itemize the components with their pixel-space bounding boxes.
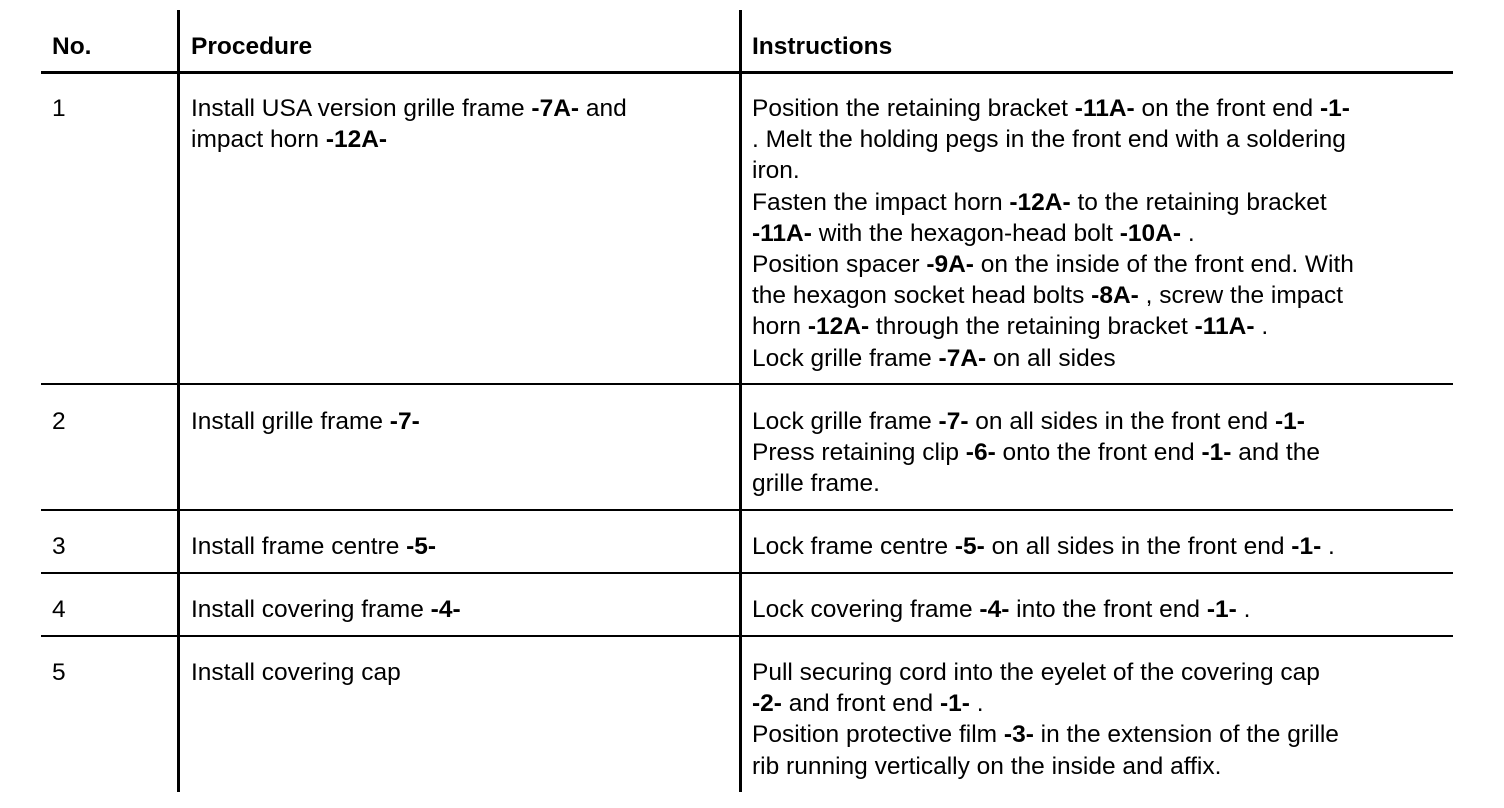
text-line bbox=[752, 93, 1452, 124]
part-reference: -11A- bbox=[752, 219, 812, 247]
text-line bbox=[191, 531, 721, 562]
part-reference: -7- bbox=[938, 408, 969, 435]
text-segment: Pull securing cord into the eyelet of the covering cap bbox=[752, 659, 1320, 686]
text-line bbox=[752, 249, 1452, 280]
part-reference: -12A- bbox=[325, 126, 388, 154]
text-segment: Lock grille frame bbox=[752, 344, 939, 372]
row-number: 4 bbox=[52, 596, 66, 623]
part-reference: -5- bbox=[406, 533, 437, 560]
text-line bbox=[752, 688, 1452, 719]
part-reference: -1- bbox=[1206, 596, 1237, 623]
text-segment: Install grille frame bbox=[191, 408, 390, 435]
text-segment: Lock frame centre bbox=[752, 533, 955, 560]
procedure-cell bbox=[191, 93, 721, 155]
part-reference: -1- bbox=[939, 690, 970, 718]
text-segment: on the front end bbox=[1134, 95, 1320, 122]
part-reference: -12A- bbox=[807, 313, 870, 341]
text-segment: to the retaining bracket bbox=[1070, 188, 1327, 216]
text-segment: horn bbox=[752, 313, 808, 341]
text-segment: . bbox=[1254, 313, 1269, 341]
text-line bbox=[191, 124, 721, 155]
text-segment: into the front end bbox=[1009, 596, 1207, 623]
text-segment: Position the retaining bracket bbox=[752, 95, 1075, 122]
row-rule bbox=[41, 509, 1453, 511]
text-segment: on all sides in the front end bbox=[968, 408, 1275, 435]
text-line bbox=[752, 657, 1452, 688]
text-segment: impact horn bbox=[191, 126, 326, 154]
part-reference: -9A- bbox=[926, 251, 974, 279]
text-segment: with the hexagon-head bolt bbox=[811, 219, 1120, 247]
column-divider-2 bbox=[739, 10, 742, 792]
text-segment: in the extension of the grille bbox=[1033, 721, 1339, 749]
procedure-cell bbox=[191, 531, 721, 562]
part-reference: -11A- bbox=[1194, 313, 1255, 341]
row-number: 1 bbox=[52, 95, 66, 122]
text-segment: . bbox=[1321, 533, 1335, 560]
part-reference: -5- bbox=[954, 533, 985, 560]
text-segment: on all sides bbox=[986, 344, 1116, 372]
part-reference: -7A- bbox=[938, 344, 987, 372]
text-line bbox=[752, 406, 1452, 437]
part-reference: -1- bbox=[1291, 533, 1322, 560]
procedure-cell bbox=[191, 594, 721, 625]
text-line bbox=[752, 343, 1452, 374]
text-line bbox=[191, 594, 721, 625]
text-line bbox=[752, 218, 1452, 249]
part-reference: -10A- bbox=[1119, 219, 1182, 247]
text-line bbox=[191, 657, 721, 688]
text-segment: and front end bbox=[781, 690, 940, 718]
instructions-cell bbox=[752, 406, 1452, 500]
procedure-cell bbox=[191, 657, 721, 688]
text-segment: Install covering frame bbox=[191, 596, 431, 623]
row-rule bbox=[41, 635, 1453, 637]
text-segment: . Melt the holding pegs in the front end with a soldering bbox=[752, 126, 1346, 154]
text-segment: Install frame centre bbox=[191, 533, 407, 560]
part-reference: -8A- bbox=[1091, 282, 1139, 310]
text-line bbox=[752, 155, 1452, 186]
part-reference: -6- bbox=[965, 439, 996, 467]
instructions-cell bbox=[752, 93, 1452, 374]
instructions-cell bbox=[752, 594, 1452, 625]
text-segment: and the bbox=[1231, 439, 1320, 467]
part-reference: -4- bbox=[430, 596, 461, 623]
text-segment: Position protective film bbox=[752, 721, 1004, 749]
text-segment: Lock grille frame bbox=[752, 408, 939, 435]
part-reference: -7A- bbox=[531, 95, 580, 122]
part-reference: -1- bbox=[1201, 439, 1232, 467]
header-procedure: Procedure bbox=[191, 33, 313, 60]
part-reference: -7- bbox=[389, 408, 420, 435]
text-line bbox=[191, 93, 721, 124]
header-instructions: Instructions bbox=[752, 33, 893, 60]
header-rule bbox=[41, 71, 1453, 74]
text-line bbox=[191, 406, 721, 437]
row-rule bbox=[41, 383, 1453, 385]
text-segment: , screw the impact bbox=[1138, 282, 1344, 310]
row-number: 5 bbox=[52, 659, 66, 686]
text-segment: Lock covering frame bbox=[752, 596, 980, 623]
text-segment: Fasten the impact horn bbox=[752, 188, 1010, 216]
part-reference: -2- bbox=[752, 690, 782, 718]
text-segment: onto the front end bbox=[995, 439, 1202, 467]
text-line bbox=[752, 124, 1452, 155]
instructions-cell bbox=[752, 531, 1452, 562]
text-line bbox=[752, 311, 1452, 342]
text-line bbox=[752, 719, 1452, 750]
text-line bbox=[752, 187, 1452, 218]
text-segment: rib running vertically on the inside and affix. bbox=[752, 752, 1222, 780]
text-segment: . bbox=[1181, 219, 1195, 247]
text-segment: and bbox=[579, 95, 627, 122]
part-reference: -1- bbox=[1274, 408, 1305, 435]
row-number: 3 bbox=[52, 533, 66, 560]
text-line bbox=[752, 594, 1452, 625]
text-segment: through the retaining bracket bbox=[869, 313, 1195, 341]
text-segment: . bbox=[1236, 596, 1251, 623]
procedure-cell bbox=[191, 406, 721, 437]
part-reference: -4- bbox=[979, 596, 1010, 623]
text-segment: the hexagon socket head bolts bbox=[752, 282, 1092, 310]
row-number: 2 bbox=[52, 408, 66, 435]
text-segment: on all sides in the front end bbox=[984, 533, 1292, 560]
row-rule bbox=[41, 572, 1453, 574]
header-no: No. bbox=[52, 33, 92, 60]
text-line bbox=[752, 531, 1452, 562]
text-segment: Press retaining clip bbox=[752, 439, 966, 467]
instructions-cell bbox=[752, 657, 1452, 782]
text-line bbox=[752, 751, 1452, 782]
text-segment: Install covering cap bbox=[191, 659, 401, 686]
part-reference: -3- bbox=[1003, 721, 1034, 749]
part-reference: -1- bbox=[1319, 95, 1350, 122]
text-segment: Position spacer bbox=[752, 251, 927, 279]
text-line bbox=[752, 280, 1452, 311]
column-divider-1 bbox=[177, 10, 180, 792]
text-segment: iron. bbox=[752, 157, 800, 185]
part-reference: -12A- bbox=[1009, 188, 1071, 216]
text-line bbox=[752, 437, 1452, 468]
part-reference: -11A- bbox=[1074, 95, 1135, 122]
text-segment: . bbox=[969, 690, 984, 718]
text-segment: grille frame. bbox=[752, 470, 880, 498]
text-segment: Install USA version grille frame bbox=[191, 95, 532, 122]
text-segment: on the inside of the front end. With bbox=[973, 251, 1354, 279]
text-line bbox=[752, 468, 1452, 499]
